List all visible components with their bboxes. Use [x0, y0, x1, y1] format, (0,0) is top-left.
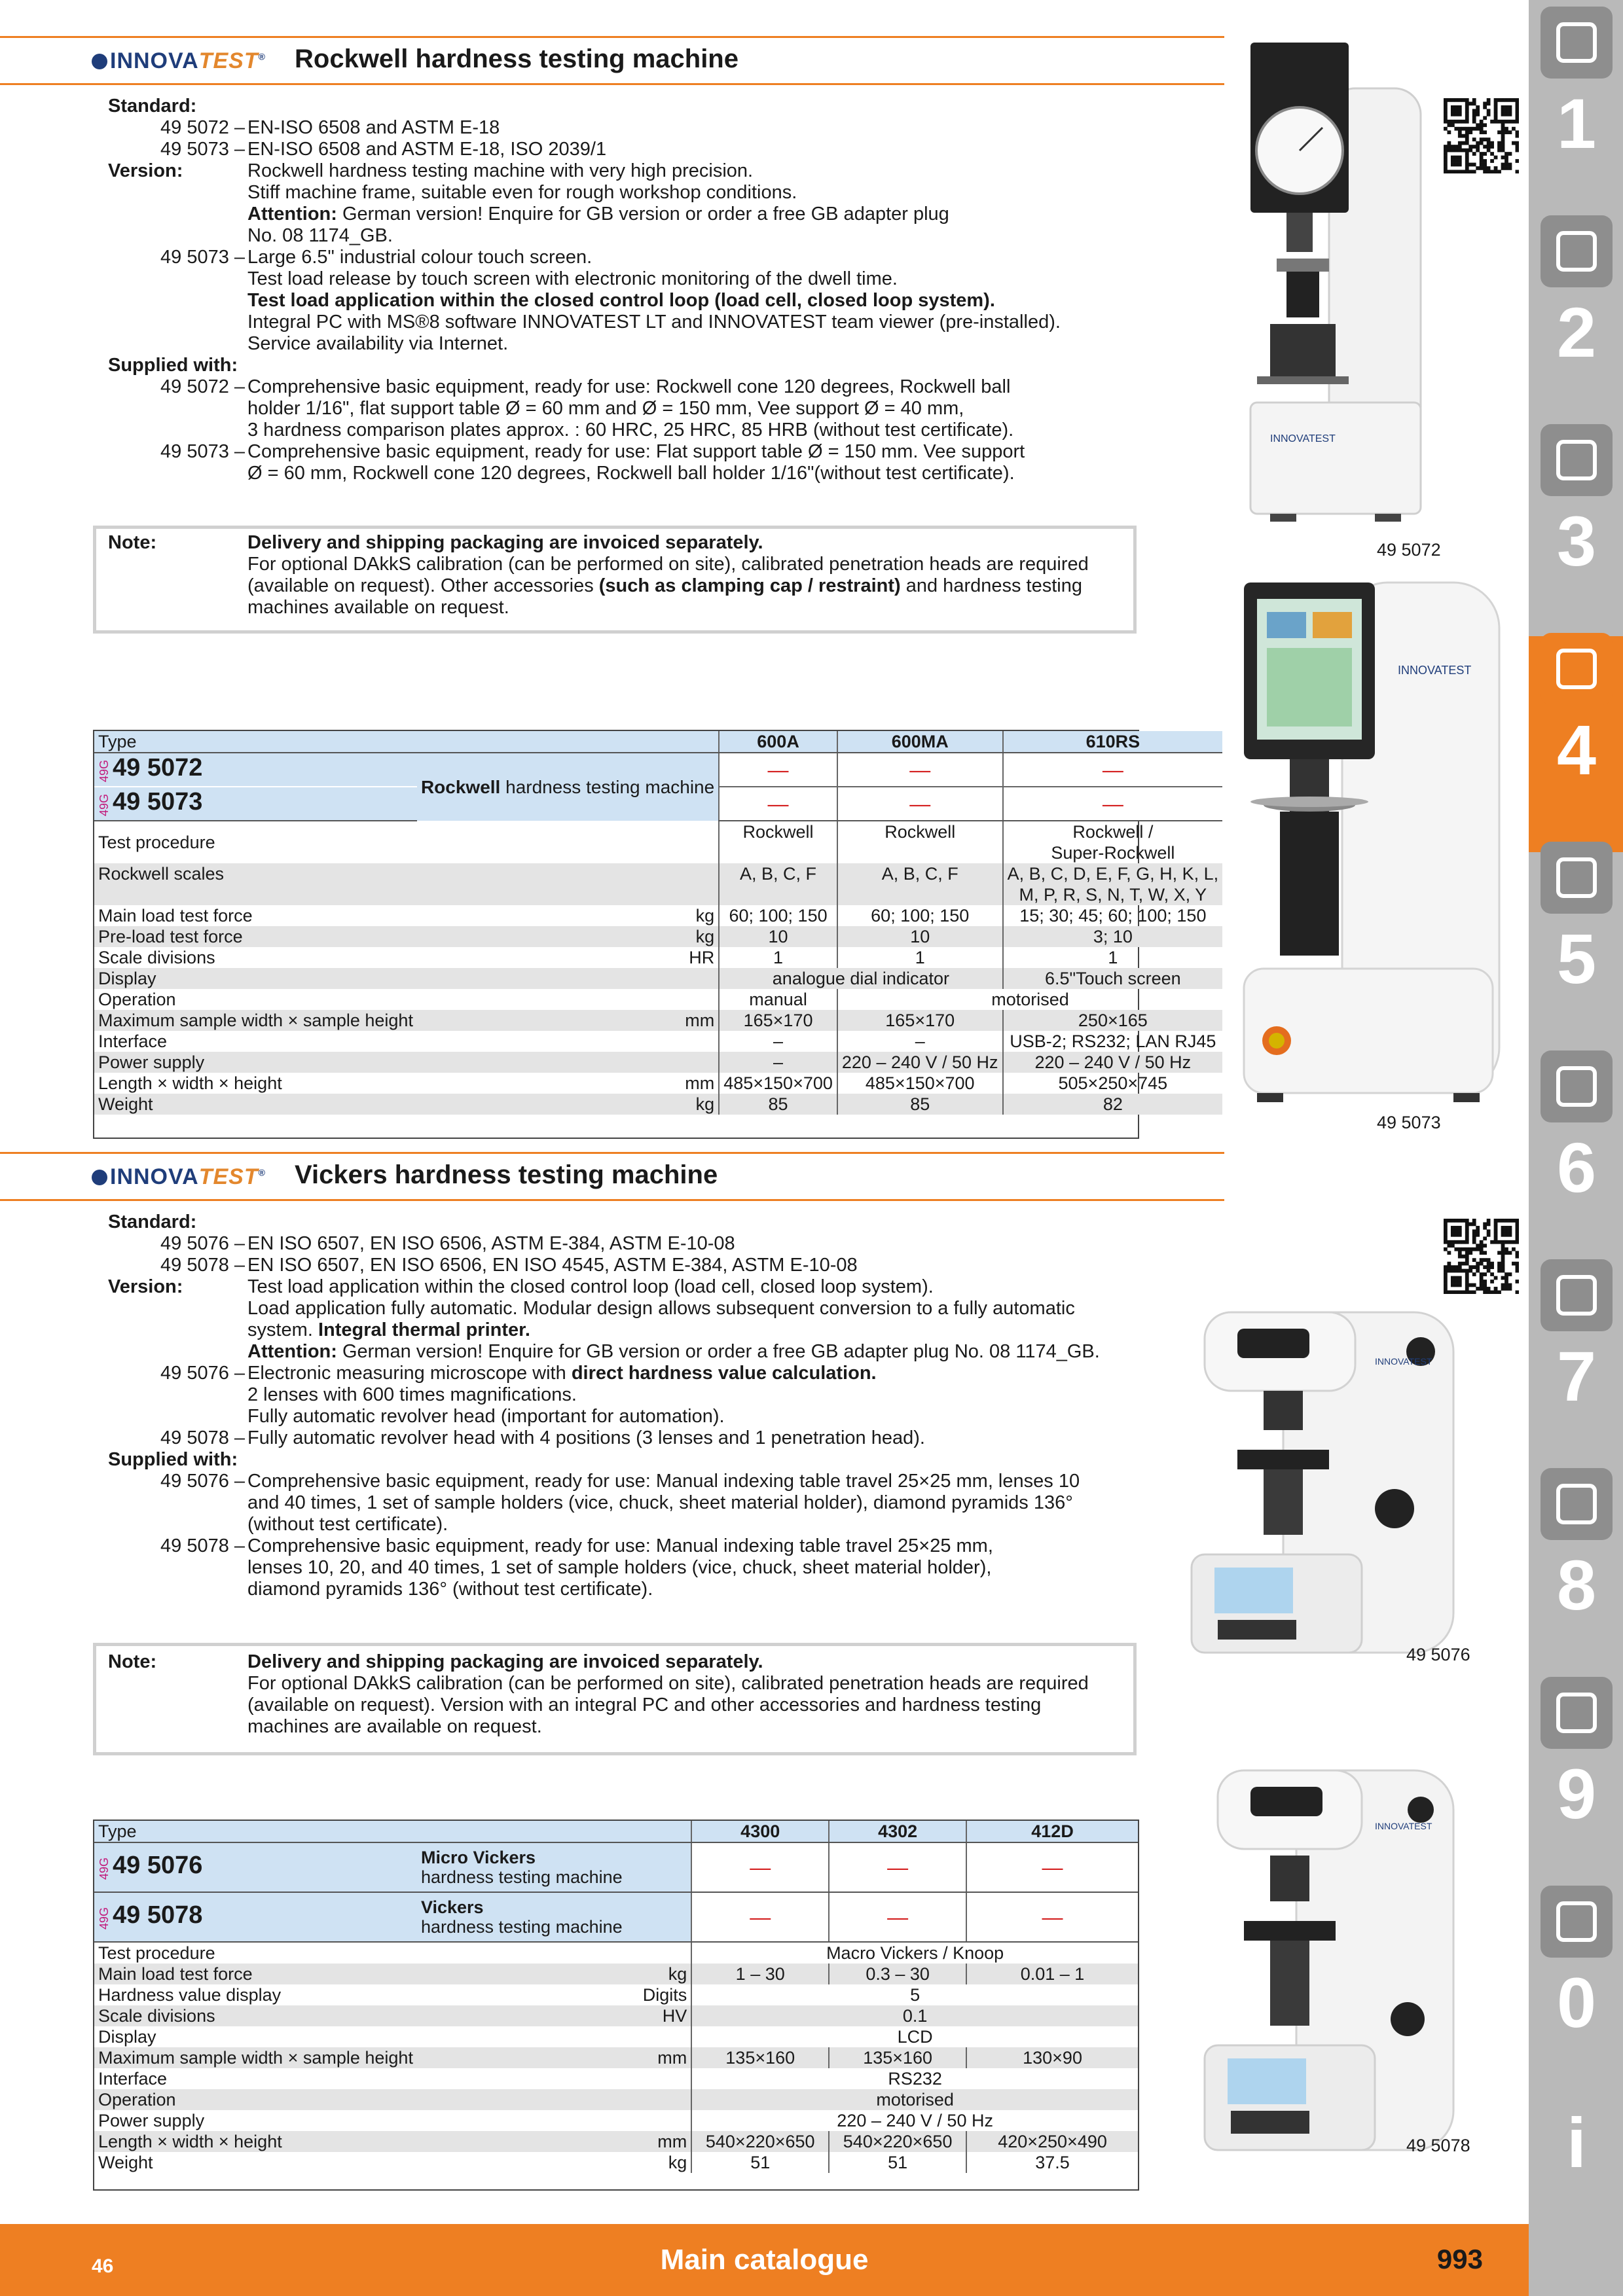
article-description: Vickers hardness testing machine [417, 1892, 691, 1942]
version-text: Service availability via Internet. [247, 333, 509, 354]
availability-mark: — [966, 1842, 1138, 1892]
cell-value: 250×165 [1003, 1010, 1223, 1031]
table-row [94, 1031, 1222, 1052]
column-header: 4302 [829, 1821, 966, 1842]
availability-mark: — [837, 787, 1003, 821]
version-label: Version: [108, 160, 183, 181]
innovatest-logo: INNOVATEST® [92, 48, 266, 74]
section-header-vickers [0, 1152, 1224, 1201]
table-row [94, 926, 1222, 947]
column-header: 610RS [1003, 731, 1223, 753]
standard-label: Standard: [108, 1211, 197, 1232]
supplied-text: Comprehensive basic equipment, ready for use: Flat support table Ø = 150 mm. Vee support [247, 441, 1025, 462]
row-label: Rockwell scales [94, 863, 417, 905]
version-text: Large 6.5" industrial colour touch screen. [247, 247, 593, 268]
qr-code-icon[interactable] [1444, 1219, 1519, 1294]
table-row [94, 1984, 1138, 2005]
standard-text: EN-ISO 6508 and ASTM E-18, ISO 2039/1 [247, 139, 607, 160]
table-row [94, 2131, 1138, 2152]
table-row [94, 2089, 1138, 2110]
chapter-tab-number: 7 [1556, 1336, 1597, 1416]
version-text: Attention: German version! Enquire for GB version or order a free GB adapter plug [247, 204, 949, 224]
standard-code: 49 5073 – [160, 139, 246, 160]
wrench-icon [1541, 1050, 1613, 1122]
version-code: 49 5078 – [160, 1427, 246, 1448]
supplied-text: Comprehensive basic equipment, ready for use: Manual indexing table travel 25×25 mm, [247, 1535, 993, 1556]
cell-value: LCD [691, 2026, 1138, 2047]
cell-value: 1 – 30 [691, 1964, 829, 1984]
cell-value: – [719, 1031, 837, 1052]
row-unit: HV [417, 2005, 691, 2026]
row-unit [417, 2089, 691, 2110]
supplied-text: (without test certificate). [247, 1514, 448, 1535]
chapter-tab-number: 1 [1556, 84, 1597, 163]
row-label: Length × width × height [98, 1073, 282, 1093]
chapter-tab-number: 6 [1556, 1128, 1597, 1207]
footer-bar [0, 2224, 1529, 2296]
cell-value: 540×220×650 [829, 2131, 966, 2152]
version-code: 49 5076 – [160, 1363, 246, 1384]
version-text: Test load application within the closed control loop (load cell, closed loop system). [247, 1276, 934, 1297]
supplied-code: 49 5073 – [160, 441, 246, 462]
cell-value: RS232 [691, 2068, 1138, 2089]
row-unit [417, 989, 719, 1010]
chapter-tab-number: 4 [1556, 710, 1597, 789]
table-row [94, 2026, 1138, 2047]
row-label: Operation [98, 990, 176, 1009]
type-label: Type [94, 731, 719, 753]
supplied-code: 49 5078 – [160, 1535, 246, 1556]
supplied-label: Supplied with: [108, 1449, 238, 1470]
version-text: Fully automatic revolver head with 4 positions (3 lenses and 1 penetration head). [247, 1427, 925, 1448]
cell-value: 540×220×650 [691, 2131, 829, 2152]
insert-icon [1541, 215, 1613, 287]
table-row [94, 1942, 1138, 1964]
supplied-text: and 40 times, 1 set of sample holders (vice, chuck, sheet material holder), diamond pyramids 136° [247, 1492, 1073, 1513]
availability-mark: — [829, 1892, 966, 1942]
cell-value: 1 [1003, 947, 1223, 968]
svg-text:INNOVATEST: INNOVATEST [1375, 1356, 1432, 1367]
supplied-text: Comprehensive basic equipment, ready for use: Manual indexing table travel 25×25 mm, lenses 10 [247, 1471, 1080, 1492]
version-text: Rockwell hardness testing machine with very high precision. [247, 160, 754, 181]
row-label: Maximum sample width × sample height [94, 2047, 417, 2068]
supplied-text: lenses 10, 20, and 40 times, 1 set of sample holders (vice, chuck, sheet material holder), [247, 1557, 992, 1578]
row-unit: kg [695, 906, 715, 925]
note-text: (available on request). Other accessories (such as clamping cap / restraint) and hardness testing [247, 575, 1082, 596]
article-description: Rockwell hardness testing machine [417, 753, 719, 821]
cell-value: manual [719, 989, 837, 1010]
cell-value: 6.5"Touch screen [1003, 968, 1223, 989]
chapter-tab-number: 2 [1556, 293, 1597, 372]
availability-mark: — [719, 753, 837, 787]
row-unit [417, 863, 719, 905]
note-text: (available on request). Version with an integral PC and other accessories and hardness testing [247, 1695, 1042, 1715]
cell-value: 1 [837, 947, 1003, 968]
row-label: Interface [98, 2069, 168, 2089]
chapter-tab-number: i [1566, 2103, 1586, 2182]
column-header: 4300 [691, 1821, 829, 1842]
section-header-rockwell [0, 36, 1224, 85]
cell-value: 420×250×490 [966, 2131, 1138, 2152]
standard-text: EN ISO 6507, EN ISO 6506, ASTM E-384, ASTM E-10-08 [247, 1233, 735, 1254]
table-row [94, 905, 1222, 926]
kind-tag: 49G [98, 759, 111, 782]
version-label: Version: [108, 1276, 183, 1297]
vickers-machine-image-495076 [1178, 1299, 1480, 1666]
svg-text:INNOVATEST: INNOVATEST [1270, 433, 1336, 444]
cell-value: 1 [719, 947, 837, 968]
row-label: Power supply [94, 1052, 417, 1073]
cell-value: – [837, 1031, 1003, 1052]
availability-mark: — [1003, 753, 1223, 787]
cell-value: A, B, C, F [837, 863, 1003, 905]
article-number[interactable]: 49 5078 [113, 1901, 203, 1929]
row-label: Display [98, 2027, 156, 2047]
cell-value: 130×90 [966, 2047, 1138, 2068]
qr-code-icon[interactable] [1444, 98, 1519, 173]
standard-code: 49 5078 – [160, 1255, 246, 1276]
cell-value: 60; 100; 150 [837, 905, 1003, 926]
row-unit: kg [417, 926, 719, 947]
image-label: 49 5076 [1406, 1645, 1470, 1664]
chapter-tab-number: 8 [1556, 1545, 1597, 1624]
row-unit [417, 1942, 691, 1964]
article-row[interactable] [94, 1892, 1138, 1942]
rockwell-machine-image-495072 [1231, 36, 1427, 560]
cell-value: 0.1 [691, 2005, 1138, 2026]
cell-value: 51 [829, 2152, 966, 2173]
article-row[interactable] [94, 753, 1222, 787]
kind-tag: 49G [98, 1907, 111, 1929]
supplied-text: 3 hardness comparison plates approx. : 60 HRC, 25 HRC, 85 HRB (without test certificate). [247, 420, 1014, 440]
row-unit: kg [668, 2153, 687, 2172]
rockwell-machine-image-495073 [1231, 576, 1512, 1119]
table-row [94, 1052, 1222, 1073]
availability-mark: — [719, 787, 837, 821]
row-unit: mm [417, 1010, 719, 1031]
cell-value: 505×250×745 [1003, 1073, 1223, 1094]
row-unit: mm [685, 1073, 715, 1093]
section-title: Vickers hardness testing machine [295, 1160, 718, 1189]
cell-value: Rockwell [837, 821, 1003, 863]
cell-value: 0.3 – 30 [829, 1964, 966, 1984]
cell-value: motorised [691, 2089, 1138, 2110]
row-label: Scale divisions [94, 2005, 417, 2026]
row-unit [417, 2026, 691, 2047]
cell-value: 135×160 [829, 2047, 966, 2068]
svg-text:INNOVATEST: INNOVATEST [1375, 1821, 1432, 1831]
version-text: No. 08 1174_GB. [247, 225, 393, 246]
row-label: Pre-load test force [94, 926, 417, 947]
note-text: For optional DAkkS calibration (can be performed on site), calibrated penetration heads are required [247, 554, 1089, 575]
cell-value: 37.5 [966, 2152, 1138, 2173]
chapter-tab-number: 5 [1556, 919, 1597, 998]
cell-value: – [719, 1052, 837, 1073]
row-label: Main load test force [94, 1964, 417, 1984]
page-number-left: 46 [92, 2255, 114, 2277]
chapter-tab-number: 3 [1556, 501, 1597, 581]
row-label: Interface [98, 1031, 168, 1051]
cell-value: 220 – 240 V / 50 Hz [1003, 1052, 1223, 1073]
cell-value: 165×170 [719, 1010, 837, 1031]
version-text: Stiff machine frame, suitable even for rough workshop conditions. [247, 182, 797, 203]
cell-value: 60; 100; 150 [719, 905, 837, 926]
row-label: Test procedure [98, 833, 215, 852]
row-unit: Digits [642, 1985, 687, 2005]
table-row [94, 947, 1222, 968]
row-unit: HR [689, 948, 715, 967]
supplied-text: diamond pyramids 136° (without test certificate). [247, 1579, 653, 1600]
row-unit [417, 821, 719, 863]
kind-tag: 49G [98, 793, 111, 816]
availability-mark: — [829, 1842, 966, 1892]
image-label: 49 5073 [1377, 1113, 1441, 1132]
row-label: Operation [94, 2089, 417, 2110]
cell-value: 82 [1003, 1094, 1223, 1115]
standard-code: 49 5072 – [160, 117, 246, 138]
version-text: Fully automatic revolver head (important for automation). [247, 1406, 725, 1427]
note-text: Delivery and shipping packaging are invoiced separately. [247, 1651, 763, 1672]
version-code: 49 5073 – [160, 247, 246, 268]
table-row [94, 1094, 1222, 1115]
row-label: Display [94, 968, 417, 989]
supplied-label: Supplied with: [108, 355, 238, 376]
version-text: Test load release by touch screen with electronic monitoring of the dwell time. [247, 268, 898, 289]
cell-value: 220 – 240 V / 50 Hz [837, 1052, 1003, 1073]
version-text: 2 lenses with 600 times magnifications. [247, 1384, 577, 1405]
row-label: Weight [94, 1094, 417, 1115]
availability-mark: — [966, 1892, 1138, 1942]
cell-value: 15; 30; 45; 60; 100; 150 [1003, 905, 1223, 926]
version-text: Attention: German version! Enquire for GB version or order a free GB adapter plug No. 08 1174_GB. [247, 1341, 1100, 1362]
note-text: Delivery and shipping packaging are invoiced separately. [247, 532, 763, 553]
availability-mark: — [691, 1842, 829, 1892]
article-row[interactable] [94, 1842, 1138, 1892]
table-row [94, 2005, 1138, 2026]
availability-mark: — [691, 1892, 829, 1942]
supplied-text: Comprehensive basic equipment, ready for use: Rockwell cone 120 degrees, Rockwell ball [247, 376, 1011, 397]
cabinet-icon [1541, 1677, 1613, 1749]
cell-value: 3; 10 [1003, 926, 1223, 947]
row-unit [417, 968, 719, 989]
cell-value: motorised [837, 989, 1222, 1010]
section-title: Rockwell hardness testing machine [295, 45, 739, 73]
caliper-icon [1541, 633, 1613, 705]
image-label: 49 5072 [1377, 540, 1441, 560]
cell-value: A, B, C, F [719, 863, 837, 905]
version-text: Load application fully automatic. Modular design allows subsequent conversion to a fully automatic [247, 1298, 1075, 1319]
cell-value: 51 [691, 2152, 829, 2173]
cell-value: 5 [691, 1984, 1138, 2005]
version-text: Test load application within the closed control loop (load cell, closed loop system). [247, 290, 995, 311]
supplied-code: 49 5072 – [160, 376, 246, 397]
type-label: Type [94, 1821, 691, 1842]
cell-value: Macro Vickers / Knoop [691, 1942, 1138, 1964]
page-number-right: 993 [1436, 2244, 1483, 2274]
table-row [94, 1964, 1138, 1984]
note-label: Note: [108, 1651, 157, 1672]
table-row [94, 863, 1222, 905]
cell-value: 0.01 – 1 [966, 1964, 1138, 1984]
column-header: 600MA [837, 731, 1003, 753]
safety-icon [1541, 1886, 1613, 1958]
availability-mark: — [837, 753, 1003, 787]
column-header: 600A [719, 731, 837, 753]
standard-text: EN-ISO 6508 and ASTM E-18 [247, 117, 500, 138]
row-unit [417, 2110, 691, 2131]
row-label: Weight [98, 2153, 153, 2172]
standard-code: 49 5076 – [160, 1233, 246, 1254]
row-unit: kg [417, 1964, 691, 1984]
chapter-tab-number: 9 [1556, 1754, 1597, 1833]
note-text: machines are available on request. [247, 1716, 542, 1737]
saw-blade-icon [1541, 842, 1613, 914]
row-unit [417, 1031, 719, 1052]
cell-value: 165×170 [837, 1010, 1003, 1031]
row-label: Main load test force [98, 906, 253, 925]
cell-value: 85 [837, 1094, 1003, 1115]
table-row [94, 2152, 1138, 2173]
cell-value: 10 [837, 926, 1003, 947]
column-header: 412D [966, 1821, 1138, 1842]
supplied-text: Ø = 60 mm, Rockwell cone 120 degrees, Rockwell ball holder 1/16"(without test certificate). [247, 463, 1015, 484]
standard-text: EN ISO 6507, EN ISO 6506, EN ISO 4545, ASTM E-384, ASTM E-10-08 [247, 1255, 858, 1276]
cell-value: A, B, C, D, E, F, G, H, K, L, M, P, R, S, N, T, W, X, Y [1003, 863, 1223, 905]
article-number[interactable]: 49 5076 [113, 1852, 203, 1880]
cell-value: analogue dial indicator [719, 968, 1002, 989]
note-text: machines available on request. [247, 597, 509, 618]
row-label: Maximum sample width × sample height [94, 1010, 417, 1031]
row-label: Hardness value display [98, 1985, 282, 2005]
spec-table-vickers [94, 1821, 1138, 2173]
note-label: Note: [108, 532, 157, 553]
table-row [94, 1010, 1222, 1031]
table-row [94, 968, 1222, 989]
standard-label: Standard: [108, 96, 197, 117]
row-label: Test procedure [98, 1943, 215, 1963]
article-number[interactable]: 49 5072 [113, 754, 203, 782]
table-header-row [94, 731, 1222, 753]
row-label: Length × width × height [94, 2131, 417, 2152]
table-row [94, 2110, 1138, 2131]
table-header-row [94, 1821, 1138, 1842]
toolbox-icon [1541, 1468, 1613, 1540]
pliers-icon [1541, 1259, 1613, 1331]
chapter-tab-number: 0 [1556, 1963, 1597, 2042]
spec-table-rockwell [94, 731, 1222, 1115]
cell-value: 485×150×700 [837, 1073, 1003, 1094]
cell-value: 135×160 [691, 2047, 829, 2068]
row-label: Scale divisions [98, 948, 215, 967]
drill-icon [1541, 7, 1613, 79]
row-unit: kg [417, 1094, 719, 1115]
version-text: Electronic measuring microscope with direct hardness value calculation. [247, 1363, 877, 1384]
cell-value: Rockwell / Super-Rockwell [1003, 821, 1223, 863]
vickers-machine-image-495078 [1178, 1757, 1480, 2163]
table-row [94, 1073, 1222, 1094]
table-row [94, 2068, 1138, 2089]
cell-value: USB-2; RS232; LAN RJ45 [1003, 1031, 1223, 1052]
version-text: Integral PC with MS®8 software INNOVATEST LT and INNOVATEST team viewer (pre-installed). [247, 312, 1061, 332]
cell-value: Rockwell [719, 821, 837, 863]
cell-value: 485×150×700 [719, 1073, 837, 1094]
row-unit [417, 1052, 719, 1073]
svg-text:INNOVATEST: INNOVATEST [1398, 664, 1472, 677]
cell-value: 220 – 240 V / 50 Hz [691, 2110, 1138, 2131]
cell-value: 85 [719, 1094, 837, 1115]
footer-title: Main catalogue [660, 2244, 869, 2276]
row-unit: mm [417, 2131, 691, 2152]
supplied-code: 49 5076 – [160, 1471, 246, 1492]
supplied-text: holder 1/16", flat support table Ø = 60 mm and Ø = 150 mm, Vee support Ø = 40 mm, [247, 398, 964, 419]
chuck-icon [1541, 424, 1613, 496]
row-unit: mm [417, 2047, 691, 2068]
table-row [94, 989, 1222, 1010]
innovatest-logo: INNOVATEST® [92, 1164, 266, 1190]
note-text: For optional DAkkS calibration (can be performed on site), calibrated penetration heads are required [247, 1673, 1089, 1694]
availability-mark: — [1003, 787, 1223, 821]
table-row [94, 821, 1222, 863]
image-label: 49 5078 [1406, 2136, 1470, 2155]
kind-tag: 49G [98, 1857, 111, 1880]
cell-value: 10 [719, 926, 837, 947]
article-description: Micro Vickers hardness testing machine [417, 1842, 691, 1892]
article-number[interactable]: 49 5073 [113, 788, 203, 816]
table-row [94, 2047, 1138, 2068]
row-label: Power supply [98, 2111, 205, 2130]
row-unit [417, 2068, 691, 2089]
version-text: system. Integral thermal printer. [247, 1319, 530, 1340]
